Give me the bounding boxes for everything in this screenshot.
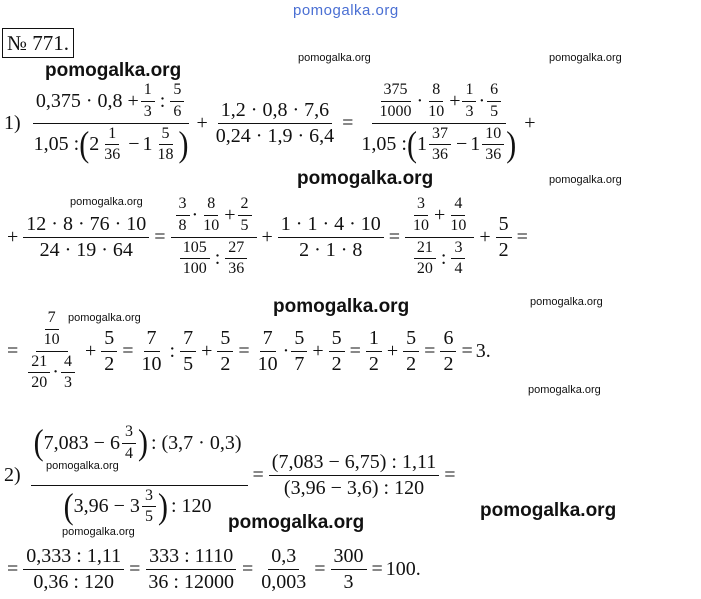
numerator: 333 : 1110 bbox=[146, 546, 236, 570]
fraction bbox=[258, 546, 309, 593]
part2-row2 bbox=[4, 546, 421, 593]
fraction bbox=[269, 452, 439, 499]
watermark-top: pomogalka.org bbox=[293, 2, 399, 19]
denominator: 3 bbox=[63, 374, 72, 392]
denominator: 8 bbox=[178, 216, 187, 234]
denominator: 5 bbox=[144, 508, 153, 526]
numerator: 5 bbox=[291, 328, 307, 352]
numerator: 12 · 8 · 76 · 10 bbox=[23, 214, 149, 238]
numerator: 4 bbox=[451, 196, 465, 216]
fraction bbox=[447, 196, 469, 235]
whole: 1 bbox=[416, 133, 427, 156]
denominator: (3,96 − 3,6) : 120 bbox=[283, 476, 425, 499]
numerator: 1 bbox=[462, 82, 476, 102]
operator: + bbox=[524, 111, 536, 134]
operator: + bbox=[7, 225, 19, 248]
numerator-text: : (3,7 · 0,3) bbox=[150, 431, 242, 454]
fraction bbox=[142, 488, 156, 527]
fraction bbox=[122, 424, 136, 463]
operator: + bbox=[386, 339, 399, 362]
numerator: 5 bbox=[496, 214, 512, 238]
watermark: pomogalka.org bbox=[45, 60, 182, 81]
denominator: 2 bbox=[368, 352, 379, 375]
part2-label: 2) bbox=[4, 463, 21, 486]
denominator: 10 bbox=[43, 330, 60, 348]
operator: = bbox=[349, 339, 361, 362]
denominator-text: 3,96 − 3 bbox=[73, 495, 140, 518]
paren-close: ) bbox=[506, 124, 517, 165]
mixed-number bbox=[417, 126, 453, 165]
watermark: pomogalka.org bbox=[70, 196, 143, 208]
numerator: 4 bbox=[61, 354, 75, 374]
numerator: 6 bbox=[440, 328, 456, 352]
numerator: 1 bbox=[366, 328, 382, 352]
operator: = bbox=[252, 463, 264, 486]
fraction bbox=[23, 214, 149, 261]
denominator: 2 bbox=[498, 238, 509, 261]
operator: = bbox=[342, 111, 354, 134]
fraction bbox=[451, 240, 465, 279]
numerator: 7 bbox=[45, 310, 59, 330]
numerator: 375 bbox=[381, 82, 411, 102]
numerator: 37 bbox=[429, 126, 451, 146]
fraction bbox=[238, 196, 252, 235]
watermark: pomogalka.org bbox=[480, 500, 617, 521]
fraction bbox=[410, 196, 432, 235]
paren-close: ) bbox=[178, 124, 189, 165]
numerator: 5 bbox=[217, 328, 233, 352]
fraction bbox=[462, 82, 476, 121]
watermark: pomogalka.org bbox=[298, 52, 371, 64]
denominator: 100 bbox=[182, 260, 207, 278]
operator: + bbox=[201, 339, 213, 362]
paren-close: ) bbox=[157, 486, 168, 527]
fraction bbox=[429, 126, 451, 165]
operator: = bbox=[7, 339, 19, 362]
operator: : bbox=[169, 339, 176, 362]
watermark: pomogalka.org bbox=[228, 512, 365, 533]
fraction bbox=[366, 328, 382, 375]
part1-row2 bbox=[4, 196, 531, 278]
operator: + bbox=[224, 203, 236, 226]
numerator: 21 bbox=[414, 240, 436, 260]
numerator-text: 7,083 − 6 bbox=[43, 431, 120, 454]
paren-close: ) bbox=[137, 422, 148, 463]
fraction bbox=[213, 100, 337, 147]
operator: = bbox=[154, 225, 166, 248]
problem-number: № 771. bbox=[2, 28, 74, 58]
fraction bbox=[171, 196, 257, 278]
watermark: pomogalka.org bbox=[68, 312, 141, 324]
denominator: 36 : 12000 bbox=[148, 571, 234, 593]
denominator: 2 bbox=[331, 352, 342, 375]
paren-open: ( bbox=[79, 124, 90, 165]
fraction bbox=[496, 214, 512, 261]
fraction bbox=[487, 82, 501, 121]
operator: + bbox=[434, 203, 446, 226]
fraction bbox=[331, 546, 367, 593]
operator: = bbox=[388, 225, 401, 248]
denominator: 3 bbox=[343, 571, 354, 593]
operator: = bbox=[314, 558, 326, 580]
denominator-text: : 120 bbox=[170, 495, 212, 518]
numerator: 7 bbox=[260, 328, 276, 352]
watermark: pomogalka.org bbox=[549, 52, 622, 64]
denominator: 36 bbox=[228, 260, 245, 278]
numerator: 3 bbox=[414, 196, 428, 216]
numerator: 0,333 : 1,11 bbox=[23, 546, 124, 570]
denominator: 2 bbox=[443, 352, 454, 375]
denominator: 0,24 · 1,9 · 6,4 bbox=[215, 124, 335, 147]
fraction bbox=[31, 424, 248, 526]
operator: · bbox=[52, 361, 59, 384]
numerator: 0,3 bbox=[268, 546, 299, 570]
operator: = bbox=[238, 339, 250, 362]
denominator: 10 bbox=[141, 352, 162, 375]
operator: = bbox=[129, 558, 141, 580]
operator: : bbox=[440, 247, 447, 270]
part2-row1 bbox=[4, 424, 458, 526]
operator: − bbox=[455, 133, 468, 156]
numerator: 27 bbox=[225, 240, 247, 260]
fraction bbox=[225, 240, 247, 279]
denominator: 10 bbox=[257, 352, 278, 375]
whole: 1 bbox=[142, 133, 153, 156]
fraction bbox=[425, 82, 447, 121]
numerator: 300 bbox=[331, 546, 367, 570]
numerator: 10 bbox=[482, 126, 504, 146]
operator: · bbox=[191, 203, 199, 226]
numerator: 5 bbox=[101, 328, 117, 352]
denominator: 10 bbox=[203, 216, 220, 234]
denominator: 4 bbox=[454, 260, 463, 278]
numerator: 3 bbox=[451, 240, 465, 260]
fraction bbox=[31, 82, 192, 164]
denominator: 0,003 bbox=[261, 571, 307, 593]
whole: 1 bbox=[470, 133, 481, 156]
operator: = bbox=[516, 225, 528, 248]
denominator: 7 bbox=[294, 352, 305, 375]
numerator: 6 bbox=[487, 82, 501, 102]
denominator: 36 bbox=[104, 146, 121, 164]
numerator: 1 bbox=[105, 126, 119, 146]
numerator: 7 bbox=[144, 328, 160, 352]
numerator: 5 bbox=[170, 82, 184, 102]
fraction bbox=[41, 310, 63, 349]
denominator: 2 bbox=[220, 352, 231, 375]
paren-open: ( bbox=[63, 486, 74, 527]
numerator: 1,2 · 0,8 · 7,6 bbox=[218, 100, 332, 124]
watermark: pomogalka.org bbox=[273, 296, 410, 317]
fraction bbox=[358, 82, 519, 164]
numerator: 1 bbox=[141, 82, 155, 102]
denominator: 36 bbox=[431, 146, 448, 164]
denominator: 18 bbox=[157, 146, 174, 164]
mixed-number bbox=[89, 126, 125, 165]
numerator: 105 bbox=[180, 240, 210, 260]
operator: + bbox=[261, 225, 273, 248]
fraction bbox=[139, 328, 165, 375]
operator: + bbox=[449, 89, 461, 112]
denominator-text: 1,05 : bbox=[33, 133, 80, 156]
fraction bbox=[200, 196, 222, 235]
paren-open: ( bbox=[33, 422, 44, 463]
fraction bbox=[23, 546, 124, 593]
denominator: 6 bbox=[173, 102, 182, 120]
operator: + bbox=[196, 111, 208, 134]
numerator: 21 bbox=[28, 354, 50, 374]
denominator: 2 · 1 · 8 bbox=[299, 238, 363, 261]
watermark: pomogalka.org bbox=[297, 168, 434, 189]
fraction bbox=[23, 310, 80, 392]
watermark: pomogalka.org bbox=[530, 296, 603, 308]
fraction bbox=[180, 328, 196, 375]
operator: + bbox=[479, 225, 491, 248]
watermark: pomogalka.org bbox=[46, 460, 119, 472]
operator: · bbox=[478, 89, 486, 112]
numerator-text: 0,375 · 0,8 + bbox=[35, 89, 139, 112]
fraction bbox=[482, 126, 504, 165]
fraction bbox=[176, 196, 190, 235]
fraction bbox=[278, 214, 384, 261]
denominator: 1000 bbox=[379, 102, 412, 120]
denominator: 5 bbox=[490, 102, 499, 120]
denominator: 36 bbox=[485, 146, 502, 164]
part1-row1 bbox=[4, 82, 539, 164]
denominator: 4 bbox=[124, 444, 133, 462]
fraction bbox=[405, 196, 474, 278]
operator: − bbox=[128, 133, 140, 156]
numerator: 1 · 1 · 4 · 10 bbox=[278, 214, 384, 238]
operator: : bbox=[159, 89, 166, 112]
numerator: 5 bbox=[159, 126, 173, 146]
result: 100. bbox=[385, 558, 421, 580]
paren-open: ( bbox=[406, 124, 417, 165]
denominator: 3 bbox=[465, 102, 474, 120]
fraction bbox=[377, 82, 415, 121]
numerator: 3 bbox=[122, 424, 136, 444]
operator: + bbox=[84, 339, 97, 362]
fraction bbox=[255, 328, 281, 375]
operator: = bbox=[7, 558, 19, 580]
denominator: 10 bbox=[413, 216, 430, 234]
numerator: 7 bbox=[180, 328, 196, 352]
part1-label: 1) bbox=[4, 111, 21, 134]
fraction bbox=[145, 546, 237, 593]
part1-row3 bbox=[4, 310, 491, 392]
mixed-number bbox=[470, 126, 506, 165]
fraction bbox=[61, 354, 75, 393]
numerator: 5 bbox=[329, 328, 345, 352]
watermark: pomogalka.org bbox=[528, 384, 601, 396]
numerator: (7,083 − 6,75) : 1,11 bbox=[269, 452, 439, 476]
fraction bbox=[180, 240, 210, 279]
denominator: 24 · 19 · 64 bbox=[39, 238, 133, 261]
mixed-number bbox=[143, 126, 179, 165]
denominator: 20 bbox=[31, 374, 48, 392]
fraction bbox=[414, 240, 436, 279]
denominator: 5 bbox=[183, 352, 194, 375]
fraction bbox=[101, 126, 123, 165]
operator: · bbox=[416, 89, 424, 112]
operator: = bbox=[371, 558, 383, 580]
whole: 2 bbox=[89, 133, 100, 156]
fraction bbox=[155, 126, 177, 165]
fraction bbox=[28, 354, 50, 393]
numerator: 5 bbox=[403, 328, 419, 352]
denominator: 2 bbox=[406, 352, 417, 375]
denominator-text: 1,05 : bbox=[361, 133, 407, 156]
numerator: 3 bbox=[142, 488, 156, 508]
operator: = bbox=[444, 463, 456, 486]
fraction bbox=[440, 328, 456, 375]
numerator: 8 bbox=[429, 82, 443, 102]
fraction bbox=[291, 328, 307, 375]
fraction bbox=[101, 328, 117, 375]
operator: + bbox=[312, 339, 324, 362]
denominator: 10 bbox=[450, 216, 467, 234]
fraction bbox=[170, 82, 184, 121]
denominator: 3 bbox=[143, 102, 152, 120]
denominator: 2 bbox=[104, 352, 115, 375]
fraction bbox=[217, 328, 233, 375]
fraction bbox=[141, 82, 155, 121]
fraction bbox=[403, 328, 419, 375]
numerator: 8 bbox=[204, 196, 218, 216]
watermark: pomogalka.org bbox=[549, 174, 622, 186]
operator: · bbox=[282, 339, 290, 362]
numerator: 2 bbox=[238, 196, 252, 216]
denominator: 20 bbox=[416, 260, 433, 278]
operator: = bbox=[461, 339, 473, 362]
numerator: 3 bbox=[176, 196, 190, 216]
operator: = bbox=[241, 558, 254, 580]
watermark: pomogalka.org bbox=[62, 526, 135, 538]
fraction bbox=[329, 328, 345, 375]
operator: = bbox=[122, 339, 134, 362]
denominator: 0,36 : 120 bbox=[33, 571, 114, 593]
operator: = bbox=[424, 339, 436, 362]
denominator: 10 bbox=[428, 102, 445, 120]
result: 3. bbox=[475, 339, 491, 362]
operator: : bbox=[214, 247, 221, 270]
denominator: 5 bbox=[240, 216, 249, 234]
